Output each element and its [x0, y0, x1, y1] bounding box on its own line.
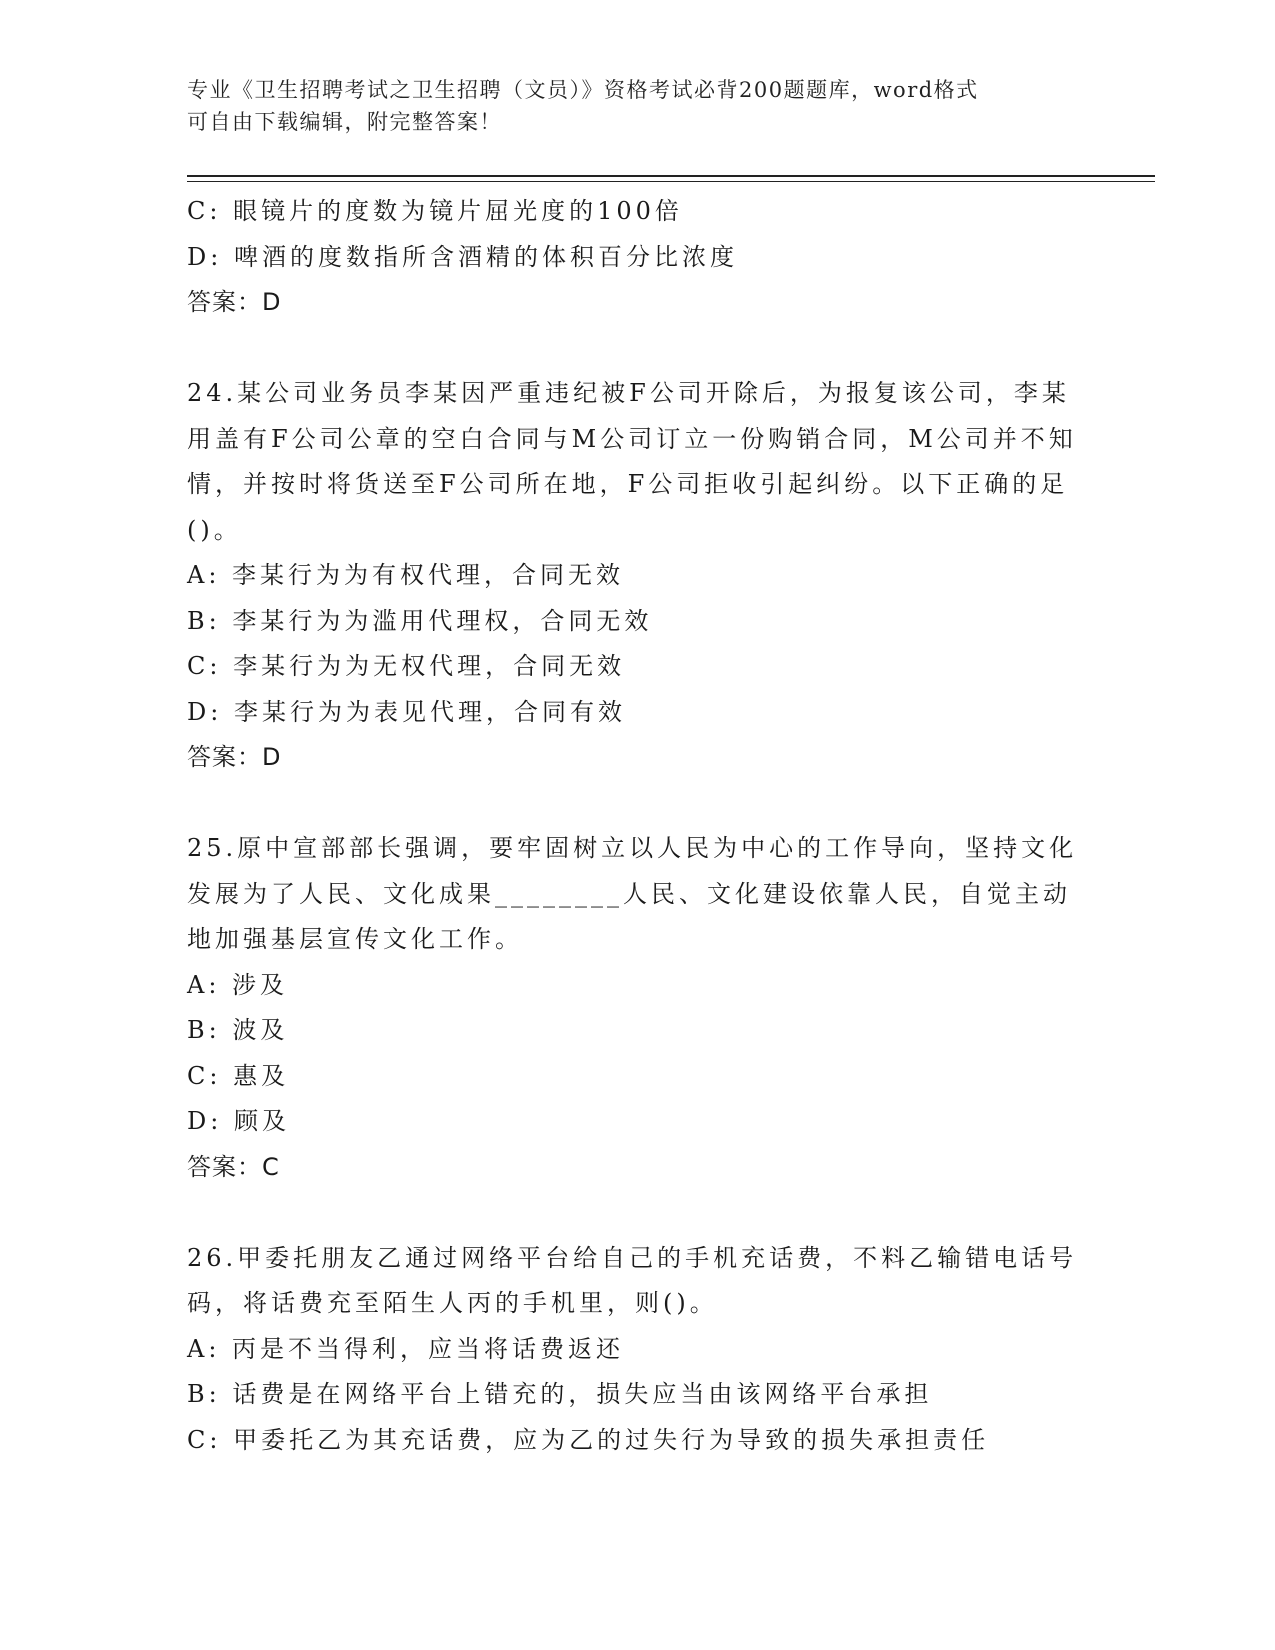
q25-option-d: D: 顾及 — [187, 1107, 290, 1135]
q24-option-d: D: 李某行为为表见代理，合同有效 — [187, 697, 626, 726]
q24-option-c: C: 李某行为为无权代理，合同无效 — [187, 652, 626, 680]
q25-option-b: B: 波及 — [187, 1016, 289, 1044]
q24-stem: 24.某公司业务员李某因严重违纪被F公司开除后，为报复该公司，李某用盖有F公司公章的空白合同与M公司订立一份购销合同，M公司并不知情，并按时将货送至F公司所在地，F公司拒收引起纠纷。以下正确的足()。 — [187, 379, 1077, 544]
q24-answer: 答案：D — [187, 743, 282, 771]
q26-option-b: B: 话费是在网络平台上错充的，损失应当由该网络平台承担 — [187, 1380, 933, 1408]
header-divider-thick — [187, 175, 1155, 177]
question-23-tail — [187, 189, 1087, 326]
spacer — [187, 1190, 1087, 1236]
question-25 — [187, 826, 1087, 1190]
question-24 — [187, 371, 1087, 781]
spacer — [187, 326, 1087, 372]
spacer — [187, 781, 1087, 827]
q26-option-a: A: 丙是不当得利，应当将话费返还 — [187, 1334, 625, 1363]
header-divider-thin — [187, 181, 1155, 182]
header-title-line-1: 专业《卫生招聘考试之卫生招聘（文员）》资格考试必背200题题库，word格式 — [187, 78, 979, 102]
q25-stem: 25.原中宣部部长强调，要牢固树立以人民为中心的工作导向，坚持文化发展为了人民、文化成果________人民、文化建设依靠人民，自觉主动地加强基层宣传文化工作。 — [187, 834, 1078, 953]
question-26 — [187, 1236, 1087, 1464]
q23-answer: 答案：D — [187, 288, 282, 316]
q25-option-a: A: 涉及 — [187, 970, 289, 999]
q25-option-c: C: 惠及 — [187, 1061, 290, 1090]
header-title-line-2: 可自由下载编辑，附完整答案！ — [187, 110, 502, 134]
q24-option-b: B: 李某行为为滥用代理权，合同无效 — [187, 606, 653, 635]
q26-option-c: C: 甲委托乙为其充话费，应为乙的过失行为导致的损失承担责任 — [187, 1425, 990, 1454]
q26-stem: 26.甲委托朋友乙通过网络平台给自己的手机充话费，不料乙输错电话号码，将话费充至陌生人丙的手机里，则()。 — [187, 1243, 1078, 1317]
q25-answer: 答案：C — [187, 1152, 280, 1181]
q23-option-d: D: 啤酒的度数指所含酒精的体积百分比浓度 — [187, 242, 738, 271]
q24-option-a: A: 李某行为为有权代理，合同无效 — [187, 561, 625, 589]
question-content — [187, 189, 1087, 1463]
document-header — [187, 74, 1087, 138]
q23-option-c: C: 眼镜片的度数为镜片屈光度的100倍 — [187, 197, 683, 225]
